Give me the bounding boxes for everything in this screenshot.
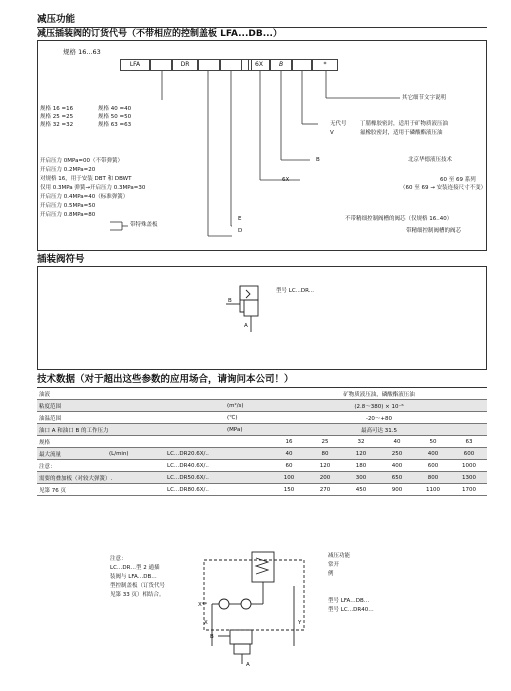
pressure-50: 开启压力 0.5MPa=50: [40, 203, 96, 209]
seal-v-text: 氟橡胶密封，适用于磷酸酯液压油: [360, 130, 443, 136]
diagram-note: 例: [328, 571, 334, 577]
tech-label: 油液: [37, 388, 225, 400]
code-box-b: B: [270, 59, 292, 71]
seal-none-key: 无代号: [330, 121, 347, 127]
size-63: 规格 63 =63: [98, 122, 132, 128]
note-line: 注意：: [110, 556, 127, 562]
size-40: 规格 40 =40: [98, 106, 132, 112]
symbol-port-a: A: [244, 323, 248, 329]
special-plate-label: 带特殊盖板: [130, 222, 158, 228]
flow-value: 800: [415, 472, 451, 484]
flow-label: 见第 76 页: [37, 484, 107, 496]
flow-value: 900: [379, 484, 415, 496]
flow-type: LC…DR40.6X/..: [165, 460, 271, 472]
tech-data-table: [37, 388, 487, 496]
flow-value: 180: [343, 460, 379, 472]
flow-value: 650: [379, 472, 415, 484]
series-text-1: 60 至 69 系列: [440, 177, 476, 183]
flow-row: [37, 484, 487, 496]
spool-e-key: E: [238, 216, 242, 222]
flow-value: 250: [379, 448, 415, 460]
flow-value: 400: [415, 448, 451, 460]
pressure-20: 开启压力 0.2MPa=20: [40, 167, 96, 173]
size-col: 25: [307, 436, 343, 448]
flow-value: 100: [271, 472, 307, 484]
tech-value: (2.8～380) × 10⁻⁶: [271, 400, 487, 412]
tech-label: 油温范围: [37, 412, 225, 424]
flow-value: 1700: [451, 484, 487, 496]
pressure-80: 开启压力 0.8MPa=80: [40, 212, 96, 218]
flow-value: 450: [343, 484, 379, 496]
diagram-note: 型号 LC…DR40…: [328, 607, 374, 613]
diagram-port-b: B: [210, 634, 214, 640]
flow-value: 150: [271, 484, 307, 496]
flow-value: 1300: [451, 472, 487, 484]
spool-d-key: D: [238, 228, 243, 234]
cartridge-symbol: [226, 282, 276, 337]
note-line: 见第 33 页）相结合。: [110, 592, 165, 598]
hydraulic-circuit-diagram: [190, 546, 320, 666]
flow-value: 80: [307, 448, 343, 460]
tech-data-title: 技术数据（对于超出这些参数的应用场合，请询问本公司！）: [37, 374, 294, 385]
series-key: 6X: [282, 177, 290, 183]
size-col: 16: [271, 436, 307, 448]
seal-v-key: V: [330, 130, 334, 136]
size-col: 40: [379, 436, 415, 448]
tech-row-size: [37, 436, 487, 448]
code-box-series: 6X: [248, 59, 270, 71]
order-code-title: 减压插装阀的订货代号（不带相应的控制盖板 LFA...DB...）: [37, 29, 282, 39]
flow-value: 600: [415, 460, 451, 472]
flow-value: 60: [271, 460, 307, 472]
pressure-note-16: 对规格 16，用于安装 DBT 和 DBWT: [40, 176, 132, 182]
diagram-port-a: A: [246, 662, 250, 668]
other-details-note: 其它细节文字说明: [402, 95, 447, 101]
flow-row: [37, 460, 487, 472]
seal-none-text: 丁腈橡胶密封，适用于矿物质液压油: [360, 121, 449, 127]
diagram-port-x: X: [204, 620, 208, 626]
code-box-dr: DR: [172, 59, 198, 71]
flow-unit: (L/min): [107, 448, 165, 460]
flow-label: 注意：: [37, 460, 107, 472]
tech-row-fluid: [37, 388, 487, 400]
tech-value: 矿物质液压油，磷酸酯液压油: [271, 388, 487, 400]
tech-row-viscosity: [37, 400, 487, 412]
flow-type: LC…DR80.6X/..: [165, 484, 271, 496]
size-col: 63: [451, 436, 487, 448]
flow-value: 300: [343, 472, 379, 484]
size-col: 32: [343, 436, 379, 448]
tech-row-temperature: [37, 412, 487, 424]
b-key: B: [316, 157, 320, 163]
series-text-2: （60 至 69 → 安装连接尺寸不变）: [400, 185, 487, 191]
size-col: 50: [415, 436, 451, 448]
flow-type: LC…DR20.6X/..: [165, 448, 271, 460]
spool-e-text: 不带精细控制阀槽的阀芯（仅规格 16..40）: [345, 216, 453, 222]
note-line: 装阀与 LFA…DB…: [110, 574, 157, 580]
flow-value: 400: [379, 460, 415, 472]
tech-label: 粘度范围: [37, 400, 225, 412]
note-line: LC…DR…型 2 通插: [110, 565, 160, 571]
flow-value: 1100: [415, 484, 451, 496]
flow-value: 40: [271, 448, 307, 460]
flow-unit: [107, 460, 165, 472]
flow-row: [37, 472, 487, 484]
flow-value: 200: [307, 472, 343, 484]
pressure-40: 开启压力 0.4MPa=40（标准弹簧）: [40, 194, 129, 200]
tech-row-pressure: [37, 424, 487, 436]
flow-label: 最大流量: [37, 448, 107, 460]
tech-unit: (℃): [225, 412, 271, 424]
flow-value: 1000: [451, 460, 487, 472]
pressure-00: 开启压力 0MPa=00（不带弹簧）: [40, 158, 124, 164]
tech-value: -20～+80: [271, 412, 487, 424]
flow-value: 120: [307, 460, 343, 472]
flow-unit: [107, 484, 165, 496]
diagram-note: 减压功能: [328, 553, 351, 559]
tech-unit: (m²/s): [225, 400, 271, 412]
flow-label: 需要的叠加板（对较大弹簧）.: [37, 472, 165, 484]
code-box-star: *: [312, 59, 338, 71]
tech-unit: [225, 388, 271, 400]
size-row-label: 规格: [37, 436, 271, 448]
diagram-port-y: Y: [298, 620, 302, 626]
symbol-port-b: B: [228, 298, 232, 304]
symbol-section-title: 插装阀符号: [37, 254, 85, 265]
size-32: 规格 32 =32: [40, 122, 74, 128]
pressure-30: 仅用 0.3MPa 弹簧→开启压力 0.3MPa=30: [40, 185, 146, 191]
diagram-note: 常开: [328, 562, 340, 568]
diagram-port-x-star: X**: [198, 602, 208, 608]
tech-unit: (MPa): [225, 424, 271, 436]
size-25: 规格 25 =25: [40, 114, 74, 120]
size-16: 规格 16 =16: [40, 106, 74, 112]
note-line: 型控制盖板（订货代号: [110, 583, 166, 589]
flow-value: 270: [307, 484, 343, 496]
diagram-note: 型号 LFA…DB…: [328, 598, 370, 604]
b-text: 北京华德液压技术: [408, 157, 453, 163]
flow-value: 600: [451, 448, 487, 460]
size-50: 规格 50 =50: [98, 114, 132, 120]
code-box-lfa: LFA: [120, 59, 150, 71]
spool-d-text: 带精细控制阀槽的阀芯: [406, 228, 462, 234]
tech-label: 油口 A 和油口 B 的工作压力: [37, 424, 225, 436]
flow-type: LC…DR50.6X/..: [165, 472, 271, 484]
page-title: 减压功能: [37, 14, 76, 25]
flow-row: [37, 448, 487, 460]
size-range-label: 规格 16...63: [63, 48, 101, 56]
symbol-caption: 型号 LC...DR...: [276, 288, 315, 294]
tech-value: 最高可达 31.5: [271, 424, 487, 436]
flow-value: 120: [343, 448, 379, 460]
